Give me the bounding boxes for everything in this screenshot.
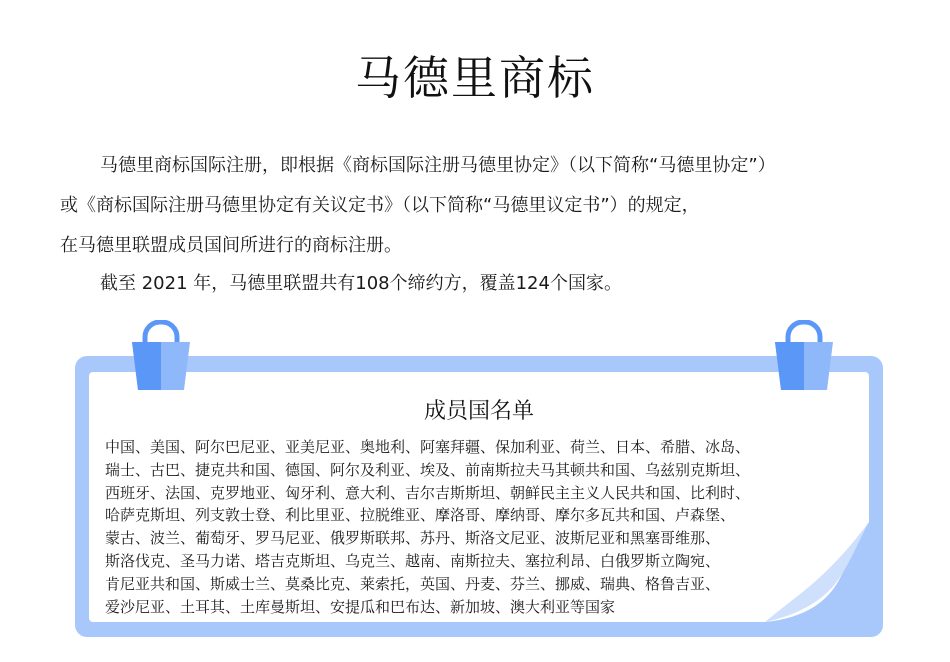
member-list-line: 爱沙尼亚、土耳其、土库曼斯坦、安提瓜和巴布达、新加坡、澳大利亚等国家 bbox=[105, 597, 616, 616]
member-list bbox=[105, 436, 845, 618]
clip-icon bbox=[128, 320, 194, 392]
page-fold-icon bbox=[765, 522, 869, 622]
member-list-line: 斯洛伐克、圣马力诺、塔吉克斯坦、乌克兰、越南、南斯拉夫、塞拉利昂、白俄罗斯立陶宛、 bbox=[105, 551, 721, 570]
intro-line-3: 在马德里联盟成员国间所进行的商标注册。 bbox=[60, 235, 402, 256]
member-list-line: 西班牙、法国、克罗地亚、匈牙利、意大利、吉尔吉斯斯坦、朝鲜民主主义人民共和国、比利时、 bbox=[105, 483, 751, 502]
member-board bbox=[89, 372, 869, 622]
page-title: 马德里商标 bbox=[355, 51, 595, 105]
intro-line-1: 马德里商标国际注册，即根据《商标国际注册马德里协定》（以下简称“马德里协定”） bbox=[100, 155, 776, 176]
member-list-line: 肯尼亚共和国、斯威士兰、莫桑比克、莱索托，英国、丹麦、芬兰、挪威、瑞典、格鲁吉亚、 bbox=[105, 574, 721, 593]
member-list-line: 中国、美国、阿尔巴尼亚、亚美尼亚、奥地利、阿塞拜疆、保加利亚、荷兰、日本、希腊、冰岛、 bbox=[105, 438, 751, 456]
member-list-line: 哈萨克斯坦、列支敦士登、利比里亚、拉脱维亚、摩洛哥、摩纳哥、摩尔多瓦共和国、卢森堡、 bbox=[105, 506, 736, 525]
clip-icon bbox=[771, 320, 837, 392]
member-list-line: 蒙古、波兰、葡萄牙、罗马尼亚、俄罗斯联邦、苏丹、斯洛文尼亚、波斯尼亚和黑塞哥维那、 bbox=[105, 529, 721, 548]
member-list-line: 瑞士、古巴、捷克共和国、德国、阿尔及利亚、埃及、前南斯拉夫马其顿共和国、乌兹别克斯坦、 bbox=[105, 460, 751, 479]
intro-paragraph bbox=[60, 146, 940, 266]
board-heading: 成员国名单 bbox=[423, 399, 534, 424]
stat-paragraph: 截至 2021 年，马德里联盟共有108个缔约方，覆盖124个国家。 bbox=[100, 273, 622, 294]
intro-line-2: 或《商标国际注册马德里协定有关议定书》（以下简称“马德里议定书”）的规定， bbox=[60, 195, 700, 216]
